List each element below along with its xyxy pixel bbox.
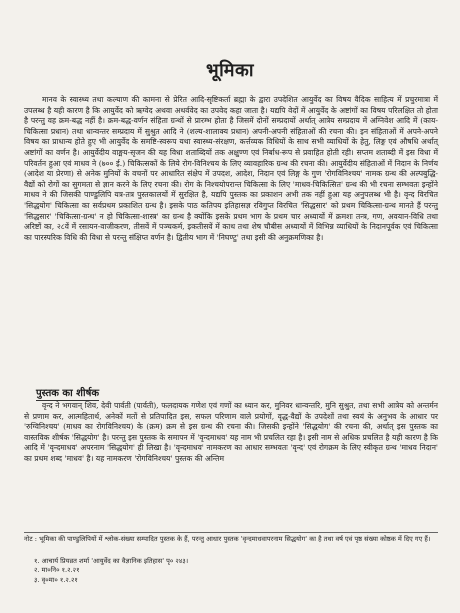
- footnote-note: नोट : भूमिका की पाण्डुलिपियों में श्लोक-संख्या सम्पादित पुस्तक के हैं, परन्तु आधार पुस्तक 'वृन्दमाधवापरनाम सिद्धयोग' का है तथा वर्ष एवं पृष्ठ संख्या कोष्ठक में दिए गए हैं।: [24, 535, 431, 543]
- section-title: पुस्तक का शीर्षक: [36, 385, 99, 401]
- footnote-item: २. मा०नि० १.२.२१: [34, 566, 80, 575]
- footnote-item: १. आचार्य प्रियव्रत शर्मा 'आयुर्वेद का वैज्ञानिक इतिहास' पृ० २४३।: [34, 557, 189, 565]
- page-heading: भूमिका: [205, 60, 255, 81]
- footnote-item: ३. वृ०मा० १.२.२१: [34, 575, 78, 584]
- section-paragraph: वृन्द ने भगवान् शिव, देवी पार्वती (पार्वती), फलदायक गणेश एवं गणों का ध्यान कर, मुनिवर धान्वन्तरि, मुनि सुश्रुत, तथा सभी आत्रेय को अन्तर्मन से प्रणाम कर, आत्महितार्थ, अनेकों मतों से प्रतिपादित इस, सफल परिणाम वाले प्रयोगों, वृद्ध-वैद्यों के उपदेशों तथा स्वयं के अनुभव के आधार पर 'रुग्विनिश्चय' (माधव का रोगविनिश्चय) के (क्रम) क्रम से इस ग्रन्थ की रचना की। जिसकी इन्होंने 'सिद्धयोग' की रचना की, अर्थात् इस पुस्तक का वास्तविक शीर्षक 'सिद्धयोग' है। परन्तु इस पुस्तक के समापन में 'वृन्दमाधव' यह नाम भी प्रचलित रहा है। इसी नाम से अधिक प्रचलित है यही कारण है कि आदि में 'वृन्दमाधव' अपरनाम 'सिद्धयोग' ही लिखा है। 'वृन्दमाधव' नामकरण का आधार सम्भवतः 'वृन्द' एवं रोगक्रम के लिए स्वीकृत ग्रन्थ 'माधव निदान' का प्रथम शब्द 'माधव' है। यह नामकरण 'रोगविनिश्चय' पुस्तक की अन्तिम: [24, 401, 438, 463]
- footnote-divider: [24, 532, 438, 533]
- footnotes-list: [34, 557, 438, 585]
- intro-paragraph: मानव के स्वास्थ्य तथा कल्याण की कामना से प्रेरित आदि-सृष्टिकर्ता ब्रह्मा के द्वारा उपदेशित आयुर्वेद का विषय वैदिक साहित्य में प्रचुरमात्रा में उपलब्ध है यही कारण है कि आयुर्वेद को ऋग्वेद अथवा अथर्ववेद का उपवेद कहा जाता है। यद्यपि वेदों में आयुर्वेद के अष्टांगों का विषय परिलक्षित तो होता है परन्तु वह क्रम-बद्ध नहीं है। क्रम-बद्ध-वर्णन संहिता ग्रन्थों से प्रारम्भ होता है जिसमें दोनों सम्प्रदायों अर्थात् आत्रेय सम्प्रदाय में अग्निवेश आदि में (काय-चिकित्सा प्रधान) तथा धान्वन्तर सम्प्रदाय में सुश्रुत आदि ने (शल्य-शालाक्य प्रधान) अपनी-अपनी संहिताओं की रचना की। इन संहिताओं में अपने-अपने विषय का प्राधान्य होते हुए भी आयुर्वेद के समष्टि-स्वरूप यथा स्वास्थ्य-संरक्षण, कर्त्तव्यक विधियों के साथ सभी व्याधियों के हेतु, लिङ्ग एवं औषधि अर्थात् अष्टांगों का वर्णन है। आयुर्वेदीय वाङ्मय-सृजन की यह विधा शताब्दियों तक अक्षुण्ण एवं निर्बाध-रूप से प्रवाहित होती रही। सप्तम शताब्दी में इस विधा में परिवर्तन हुआ एवं माधव ने (७०० ई.) चिकित्सकों के लिये रोग-विनिश्चय के लिए व्यावहारिक ग्रन्थ की रचना की। आयुर्वेदीय संहिताओं में निदान के निर्णय (आदेश या प्रेरणा) से अनेक मुनियों के वचनों पर आधारित संक्षेप में उपदश, आदेश, निदान एवं लिङ्ग के गुण 'रोगविनिश्चय' नामक ग्रन्थ की अल्पबुद्धि-वैद्यों को रोगों का सुगमता से ज्ञान करने के लिए रचना की। रोग के निश्चयोपरान्त चिकित्सा के लिए 'माधव-चिकित्सित' ग्रन्थ की भी रचना सम्भवतः इन्होंने माधव ने की जिसकी पाण्डुलिपि यत्र-तत्र पुस्तकालयों में सुरक्षित है, यद्यपि पुस्तक का प्रकाशन अभी तक नहीं हुआ यह अनुपलब्ध भी है। वृन्द विरचित 'सिद्धयोग' चिकित्सा का सर्वप्रथम प्रकाशित ग्रन्थ है। इसके पाठ कतिपय इतिहासज्ञ रविगुप्त विरचित 'सिद्धसार' को प्रथम चिकित्सा-ग्रन्थ मानते हैं परन्तु 'सिद्धसार' 'चिकित्सा-ग्रन्थ' न हो चिकित्सा-शास्त्र' का ग्रन्थ है क्योंकि इसके प्रथम भाग के प्रथम चार अध्यायों में क्रमशः तन्त्र, गण, अवयान-विधि तथा अरिष्टों का, २८वें में रसायन-वाजीकरण, तीसवें में पञ्चकर्म, इकतीसवें में काथ तथा शेष चौबीस अध्यायों में विभिन्न व्याधियों के निदानपूर्वक एवं चिकित्सा का पारस्परिक विधि की विधा से परन्तु संक्षिप्त वर्णन है। द्वितीय भाग में 'निघण्टु' तथा इसी की अनुक्रमणिका है।: [24, 95, 438, 242]
